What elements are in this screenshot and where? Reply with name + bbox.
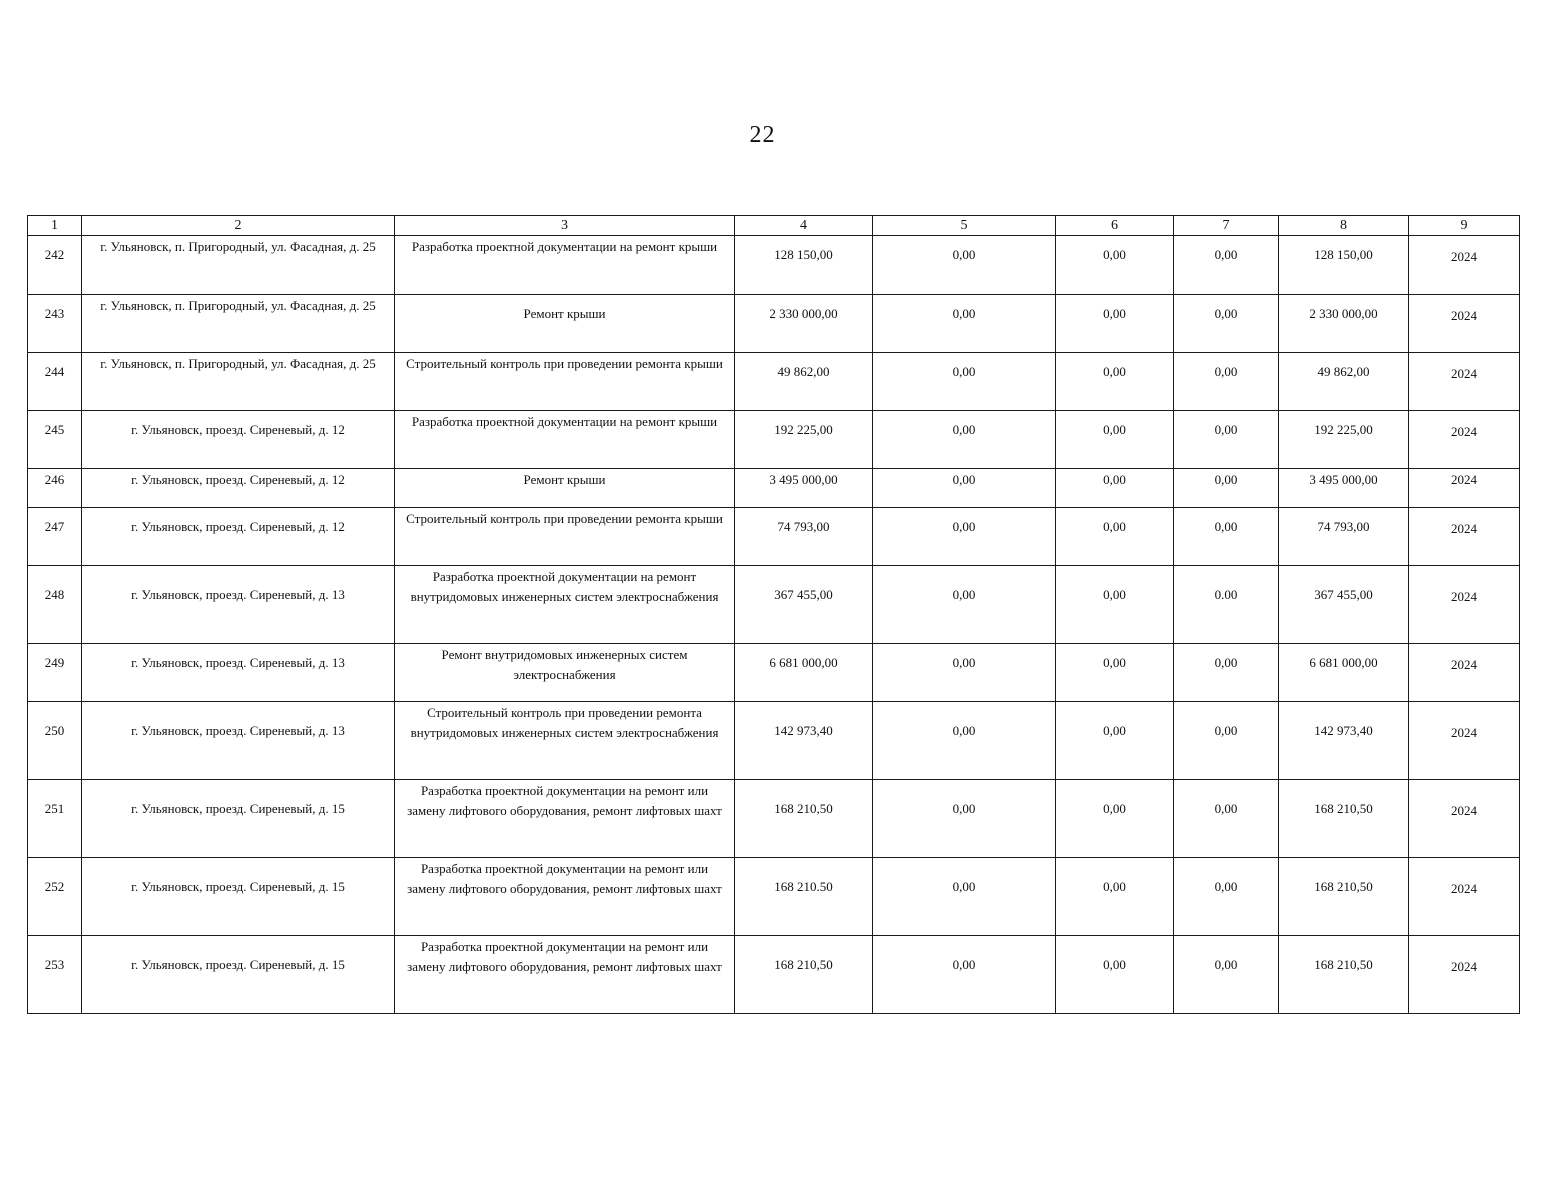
- amount-cell: 0,00: [873, 469, 1056, 508]
- amount-cell: 0,00: [1056, 411, 1174, 469]
- address-cell: г. Ульяновск, п. Пригородный, ул. Фасадная, д. 25: [82, 236, 395, 295]
- amount-cell: 0,00: [873, 411, 1056, 469]
- row-number: 248: [28, 566, 82, 644]
- amount-cell: 74 793,00: [1279, 508, 1409, 566]
- address-cell: г. Ульяновск, проезд. Сиреневый, д. 12: [82, 469, 395, 508]
- work-cell: Разработка проектной документации на ремонт крыши: [395, 411, 735, 469]
- row-number: 253: [28, 936, 82, 1014]
- amount-cell: 0,00: [873, 295, 1056, 353]
- column-header: 6: [1056, 216, 1174, 236]
- work-cell: Разработка проектной документации на ремонт или замену лифтового оборудования, ремонт лифтовых шахт: [395, 780, 735, 858]
- address-cell: г. Ульяновск, проезд. Сиреневый, д. 15: [82, 936, 395, 1014]
- year-cell: 2024: [1409, 353, 1520, 411]
- table-row: [28, 236, 1520, 295]
- year-cell: 2024: [1409, 236, 1520, 295]
- amount-cell: 128 150,00: [735, 236, 873, 295]
- year-cell: 2024: [1409, 295, 1520, 353]
- work-cell: Строительный контроль при проведении ремонта внутридомовых инженерных систем электроснабжения: [395, 702, 735, 780]
- amount-cell: 0,00: [1056, 295, 1174, 353]
- work-cell: Разработка проектной документации на ремонт крыши: [395, 236, 735, 295]
- page-number: 22: [749, 122, 776, 148]
- amount-cell: 0,00: [873, 936, 1056, 1014]
- year-cell: 2024: [1409, 469, 1520, 508]
- amount-cell: 0,00: [873, 780, 1056, 858]
- row-number: 251: [28, 780, 82, 858]
- amount-cell: 168 210,50: [735, 780, 873, 858]
- address-cell: г. Ульяновск, проезд. Сиреневый, д. 15: [82, 858, 395, 936]
- year-cell: 2024: [1409, 936, 1520, 1014]
- row-number: 243: [28, 295, 82, 353]
- amount-cell: 142 973,40: [735, 702, 873, 780]
- year-cell: 2024: [1409, 702, 1520, 780]
- amount-cell: 128 150,00: [1279, 236, 1409, 295]
- table-row: [28, 702, 1520, 780]
- table-row: [28, 858, 1520, 936]
- amount-cell: 0,00: [1174, 780, 1279, 858]
- table-row: [28, 295, 1520, 353]
- amount-cell: 0,00: [1056, 353, 1174, 411]
- amount-cell: 3 495 000,00: [1279, 469, 1409, 508]
- amount-cell: 0,00: [1174, 644, 1279, 702]
- work-cell: Ремонт крыши: [395, 295, 735, 353]
- amount-cell: 0,00: [873, 702, 1056, 780]
- amount-cell: 0,00: [1056, 566, 1174, 644]
- amount-cell: 168 210,50: [735, 936, 873, 1014]
- amount-cell: 0,00: [1056, 780, 1174, 858]
- column-header: 1: [28, 216, 82, 236]
- row-number: 244: [28, 353, 82, 411]
- work-cell: Строительный контроль при проведении ремонта крыши: [395, 508, 735, 566]
- address-cell: г. Ульяновск, проезд. Сиреневый, д. 13: [82, 702, 395, 780]
- table-row: [28, 644, 1520, 702]
- amount-cell: 168 210.50: [735, 858, 873, 936]
- column-header: 9: [1409, 216, 1520, 236]
- table-row: [28, 411, 1520, 469]
- column-header: 8: [1279, 216, 1409, 236]
- row-number: 247: [28, 508, 82, 566]
- amount-cell: 6 681 000,00: [735, 644, 873, 702]
- amount-cell: 2 330 000,00: [735, 295, 873, 353]
- amount-cell: 0,00: [1056, 508, 1174, 566]
- work-cell: Ремонт внутридомовых инженерных систем электроснабжения: [395, 644, 735, 702]
- address-cell: г. Ульяновск, проезд. Сиреневый, д. 13: [82, 644, 395, 702]
- amount-cell: 0,00: [1174, 353, 1279, 411]
- work-cell: Строительный контроль при проведении ремонта крыши: [395, 353, 735, 411]
- row-number: 246: [28, 469, 82, 508]
- works-table: [27, 215, 1520, 1014]
- year-cell: 2024: [1409, 644, 1520, 702]
- row-number: 245: [28, 411, 82, 469]
- column-header: 7: [1174, 216, 1279, 236]
- table-row: [28, 566, 1520, 644]
- amount-cell: 0,00: [1174, 508, 1279, 566]
- address-cell: г. Ульяновск, проезд. Сиреневый, д. 15: [82, 780, 395, 858]
- amount-cell: 6 681 000,00: [1279, 644, 1409, 702]
- year-cell: 2024: [1409, 566, 1520, 644]
- year-cell: 2024: [1409, 508, 1520, 566]
- amount-cell: 0,00: [873, 236, 1056, 295]
- amount-cell: 0,00: [1174, 858, 1279, 936]
- row-number: 249: [28, 644, 82, 702]
- address-cell: г. Ульяновск, проезд. Сиреневый, д. 12: [82, 411, 395, 469]
- amount-cell: 142 973,40: [1279, 702, 1409, 780]
- amount-cell: 168 210,50: [1279, 780, 1409, 858]
- year-cell: 2024: [1409, 780, 1520, 858]
- amount-cell: 0,00: [1056, 702, 1174, 780]
- table-row: [28, 353, 1520, 411]
- column-header: 4: [735, 216, 873, 236]
- amount-cell: 0,00: [1174, 295, 1279, 353]
- amount-cell: 192 225,00: [1279, 411, 1409, 469]
- amount-cell: 0,00: [873, 508, 1056, 566]
- column-header: 3: [395, 216, 735, 236]
- table-row: [28, 936, 1520, 1014]
- amount-cell: 0.00: [1174, 566, 1279, 644]
- amount-cell: 0,00: [1174, 936, 1279, 1014]
- amount-cell: 0,00: [1056, 858, 1174, 936]
- amount-cell: 49 862,00: [1279, 353, 1409, 411]
- amount-cell: 2 330 000,00: [1279, 295, 1409, 353]
- address-cell: г. Ульяновск, проезд. Сиреневый, д. 12: [82, 508, 395, 566]
- table-row: [28, 508, 1520, 566]
- amount-cell: 0,00: [1174, 411, 1279, 469]
- amount-cell: 3 495 000,00: [735, 469, 873, 508]
- amount-cell: 168 210,50: [1279, 936, 1409, 1014]
- row-number: 250: [28, 702, 82, 780]
- amount-cell: 367 455,00: [735, 566, 873, 644]
- amount-cell: 0,00: [1056, 236, 1174, 295]
- amount-cell: 0,00: [1056, 936, 1174, 1014]
- work-cell: Разработка проектной документации на ремонт внутридомовых инженерных систем электроснабжения: [395, 566, 735, 644]
- amount-cell: 0,00: [1056, 644, 1174, 702]
- amount-cell: 367 455,00: [1279, 566, 1409, 644]
- amount-cell: 0,00: [873, 644, 1056, 702]
- header-row: [28, 216, 1520, 236]
- table-row: [28, 469, 1520, 508]
- column-header: 2: [82, 216, 395, 236]
- amount-cell: 0,00: [1174, 236, 1279, 295]
- address-cell: г. Ульяновск, п. Пригородный, ул. Фасадная, д. 25: [82, 295, 395, 353]
- row-number: 252: [28, 858, 82, 936]
- amount-cell: 168 210,50: [1279, 858, 1409, 936]
- work-cell: Разработка проектной документации на ремонт или замену лифтового оборудования, ремонт лифтовых шахт: [395, 936, 735, 1014]
- amount-cell: 192 225,00: [735, 411, 873, 469]
- row-number: 242: [28, 236, 82, 295]
- column-header: 5: [873, 216, 1056, 236]
- amount-cell: 0,00: [1174, 469, 1279, 508]
- address-cell: г. Ульяновск, проезд. Сиреневый, д. 13: [82, 566, 395, 644]
- amount-cell: 74 793,00: [735, 508, 873, 566]
- year-cell: 2024: [1409, 411, 1520, 469]
- amount-cell: 0,00: [873, 858, 1056, 936]
- amount-cell: 49 862,00: [735, 353, 873, 411]
- amount-cell: 0,00: [1174, 702, 1279, 780]
- amount-cell: 0,00: [873, 566, 1056, 644]
- amount-cell: 0,00: [1056, 469, 1174, 508]
- address-cell: г. Ульяновск, п. Пригородный, ул. Фасадная, д. 25: [82, 353, 395, 411]
- table-row: [28, 780, 1520, 858]
- work-cell: Ремонт крыши: [395, 469, 735, 508]
- work-cell: Разработка проектной документации на ремонт или замену лифтового оборудования, ремонт лифтовых шахт: [395, 858, 735, 936]
- amount-cell: 0,00: [873, 353, 1056, 411]
- year-cell: 2024: [1409, 858, 1520, 936]
